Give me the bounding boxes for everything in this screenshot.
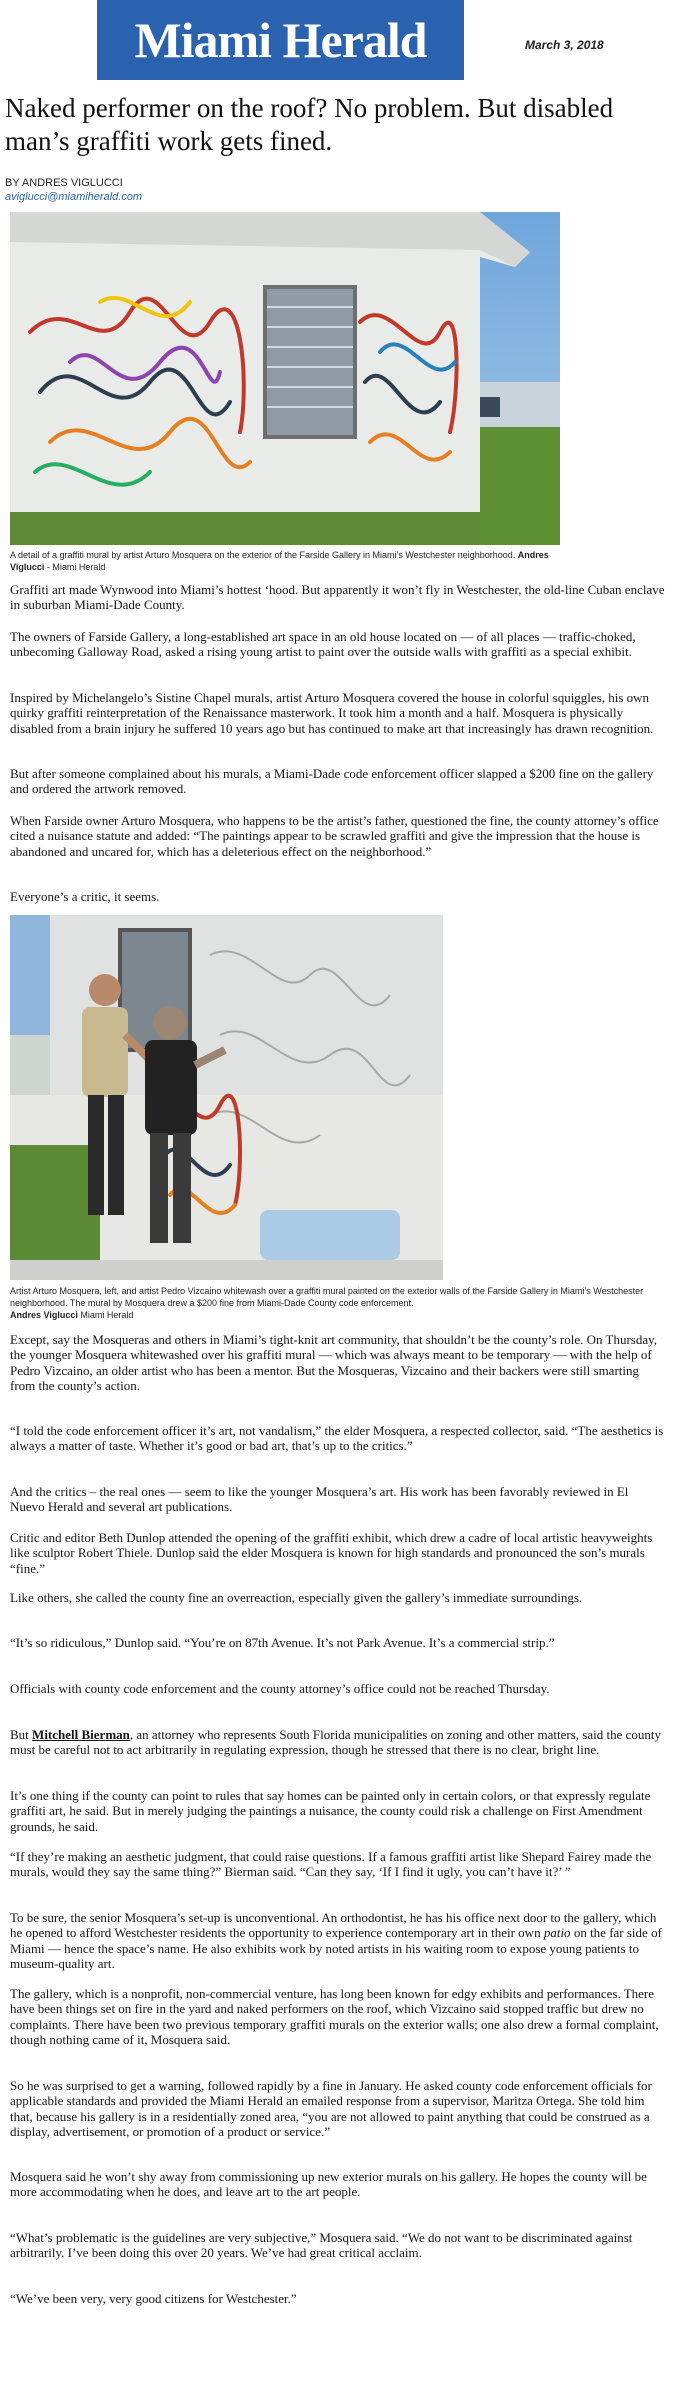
photo1-source: - Miami Herald	[44, 562, 106, 572]
paragraph-patio	[10, 1910, 665, 1971]
paragraph: Mosquera said he won’t shy away from commissioning up new exterior murals on his gallery. He hopes the county will be more accommodating when he does, and leave art to the art people.	[10, 2169, 647, 2200]
author-email[interactable]: aviglucci@miamiherald.com	[5, 191, 143, 203]
paragraph: So he was surprised to get a warning, followed rapidly by a fine in January. He asked county code enforcement officials for applicable standards and provided the Miami Herald an emailed response from a supervisor, Maritza Ortega. She told him that, because his gallery is in a residentially zoned area, “you are not allowed to paint anything that could be construed as a display, advertisement, or promotion of a product or service.”	[10, 2078, 652, 2139]
paragraph: When Farside owner Arturo Mosquera, who happens to be the artist’s father, questioned the fine, the county attorney’s office cited a nuisance statute and added: “The paintings appear to be scrawled graffiti and give the impression that the house is abandoned and uncared for, which has a deleterious effect on the neighborhood.”	[10, 813, 659, 859]
photo1-caption-text: A detail of a graffiti mural by artist Arturo Mosquera on the exterior of the Farside Gallery in Miami’s Westchester neighborhood.	[10, 550, 516, 560]
paragraph: “If they’re making an aesthetic judgment, that could raise questions. If a famous graffiti artist like Shepard Fairey made the murals, would they say the same thing?” Bierman said. “Can they say, ‘If I find it ugly, you can’t have it?’ ”	[10, 1849, 652, 1880]
paragraph: Officials with county code enforcement and the county attorney’s office could not be reached Thursday.	[10, 1681, 550, 1696]
photo1-caption	[10, 549, 550, 573]
paragraph: Like others, she called the county fine an overreaction, especially given the gallery’s immediate surroundings.	[10, 1590, 583, 1605]
logo-text: Miami Herald	[134, 12, 427, 68]
photo2-source: Miami Herald	[77, 1310, 134, 1320]
masthead-logo	[97, 0, 464, 80]
headline: Naked performer on the roof? No problem. But disabled man’s graffiti work gets fined.	[5, 93, 614, 156]
paragraph: “What’s problematic is the guidelines are very subjective,” Mosquera said. “We do not want to be discriminated against arbitrarily. I’ve been doing this over 20 years. We’ve had great critical acclaim.	[10, 2230, 633, 2261]
patio-pre: To be sure, the senior Mosquera’s set-up is unconventional. An orthodontist, he has his office next door to the gallery, which he opened to afford Westchester residents the opportunity to experience contemporary art in their own	[10, 1910, 657, 1941]
paragraph: Inspired by Michelangelo’s Sistine Chapel murals, artist Arturo Mosquera covered the house in colorful squiggles, his own quirky graffiti reinterpretation of the Renaissance masterwork. It took him a month and a half. Mosquera is physically disabled from a brain injury he suffered 10 years ago but has continued to make art that increasingly has drawn recognition.	[10, 690, 654, 736]
photo2-caption-text: Artist Arturo Mosquera, left, and artist Pedro Vizcaino whitewash over a graffiti mural painted on the exterior walls of the Farside Gallery in Miami’s Westchester neighborhood. The mural by Mosquera drew a $200 fine from Miami-Dade County code enforcement.	[10, 1286, 644, 1308]
graffiti-wall-photo	[10, 212, 560, 545]
bierman-pre: But	[10, 1727, 33, 1742]
paragraph: The owners of Farside Gallery, a long-established art space in an old house located on — of all places — traffic-choked, unbecoming Galloway Road, asked a rising young artist to paint over the outside walls with graffiti as a special exhibit.	[10, 629, 636, 660]
paragraph-bierman	[10, 1727, 665, 1758]
publication-date: March 3, 2018	[525, 38, 604, 52]
graffiti-wall-image	[10, 212, 560, 545]
paragraph: “I told the code enforcement officer it’s art, not vandalism,” the elder Mosquera, a respected collector, said. “The aesthetics is always a matter of taste. Whether it’s good or bad art, that’s up to the critics.”	[10, 1423, 664, 1454]
photo2-credit: Andres Viglucci	[10, 1310, 78, 1320]
patio-post: on the far side of Miami — hence the space’s name. He also exhibits work by noted artists in his waiting room to expose young patients to museum-quality art.	[10, 1925, 662, 1971]
patio-word: patio	[543, 1925, 571, 1941]
artists-whitewashing-image	[10, 915, 443, 1280]
photo1-credit: Andres Viglucci	[10, 550, 549, 572]
byline: BY ANDRES VIGLUCCI	[5, 177, 123, 189]
paragraph: And the critics – the real ones — seem to like the younger Mosquera’s art. His work has been favorably reviewed in El Nuevo Herald and several art publications.	[10, 1484, 629, 1515]
artists-whitewashing-photo	[10, 915, 443, 1280]
paragraph: Everyone’s a critic, it seems.	[10, 889, 160, 904]
paragraph: It’s one thing if the county can point to rules that say homes can be painted only in certain colors, or that expressly regulate graffiti art, he said. But in merely judging the paintings a nuisance, the county could risk a challenge on First Amendment grounds, he said.	[10, 1788, 651, 1834]
mitchell-bierman-link[interactable]: Mitchell Bierman	[32, 1727, 130, 1742]
bierman-post: , an attorney who represents South Florida municipalities on zoning and other matters, said the county must be careful not to act arbitrarily in regulating expression, though he stressed that there is no clear, bright line.	[10, 1727, 661, 1758]
photo2-caption	[10, 1285, 660, 1321]
paragraph: “It’s so ridiculous,” Dunlop said. “You’re on 87th Avenue. It’s not Park Avenue. It’s a commercial strip.”	[10, 1635, 555, 1650]
paragraph: The gallery, which is a nonprofit, non-commercial venture, has long been known for edgy exhibits and performances. There have been things set on fire in the yard and naked performers on the roof, which Vizcaino said stopped traffic but drew no complaints. There have been two previous temporary graffiti murals on the exterior walls; one also drew a formal complaint, though nothing came of it, Mosquera said.	[10, 1986, 659, 2047]
paragraph: Critic and editor Beth Dunlop attended the opening of the graffiti exhibit, which drew a cadre of local artistic heavyweights like sculptor Robert Thiele. Dunlop said the elder Mosquera is known for high standards and pronounced the son’s murals “fine.”	[10, 1530, 653, 1576]
paragraph: Graffiti art made Wynwood into Miami’s hottest ‘hood. But apparently it won’t fly in Westchester, the old-line Cuban enclave in suburban Miami-Dade County.	[10, 582, 665, 613]
paragraph: Except, say the Mosqueras and others in Miami’s tight-knit art community, that shouldn’t be the county’s role. On Thursday, the younger Mosquera whitewashed over his graffiti mural — which was always meant to be temporary — with the help of Pedro Vizcaino, an older artist who has been a mentor. But the Mosqueras, Vizcaino and their backers were still smarting from the county’s action.	[10, 1332, 658, 1393]
paragraph: “We’ve been very, very good citizens for Westchester.”	[10, 2291, 297, 2306]
paragraph: But after someone complained about his murals, a Miami-Dade code enforcement officer slapped a $200 fine on the gallery and ordered the artwork removed.	[10, 766, 654, 797]
